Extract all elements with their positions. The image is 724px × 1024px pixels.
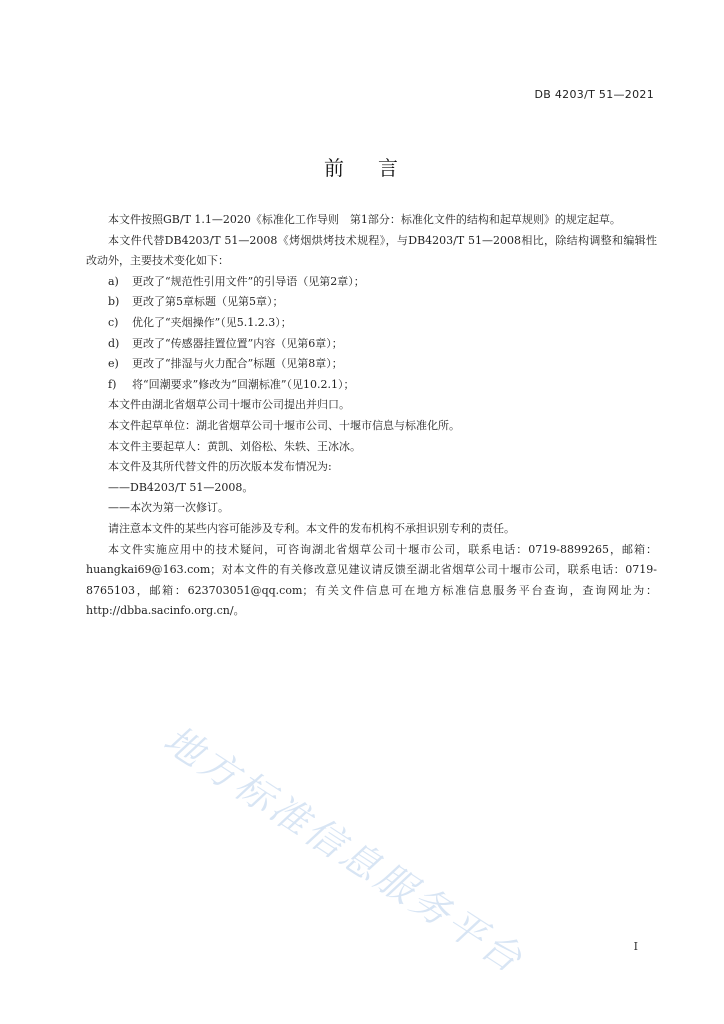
change-item <box>86 375 657 396</box>
title-char-right: 言 <box>378 156 400 180</box>
change-item-label: e) <box>108 357 119 371</box>
watermark: 地方标准信息服务平台 <box>156 716 533 983</box>
info-proposer: 本文件由湖北省烟草公司十堰市公司提出并归口。 <box>108 398 350 412</box>
change-item-label: d) <box>108 336 120 350</box>
change-item <box>86 334 657 355</box>
change-item-text: 更改了第5章标题（见第5章）； <box>132 295 284 309</box>
page-number: I <box>633 940 638 953</box>
history-item: ——DB4203/T 51—2008。 <box>108 480 254 494</box>
info-drafting-unit: 本文件起草单位：湖北省烟草公司十堰市公司、十堰市信息与标准化所。 <box>108 418 460 432</box>
info-version-history-intro: 本文件及其所代替文件的历次版本发布情况为: <box>108 460 332 474</box>
title-char-left: 前 <box>324 156 346 180</box>
change-item <box>86 313 657 334</box>
change-item-label: a) <box>108 274 119 288</box>
page-title <box>0 152 724 181</box>
change-item-text: 优化了“夹烟操作”（见5.1.2.3）； <box>132 315 292 329</box>
info-drafters: 本文件主要起草人：黄凯、刘俗松、朱轶、王冰冰。 <box>108 439 361 453</box>
paragraph-replacement: 本文件代替DB4203/T 51—2008《烤烟烘烤技术规程》，与DB4203/T 51—2008相比，除结构调整和编辑性改动外，主要技术变化如下： <box>86 233 657 268</box>
change-item-label: b) <box>108 295 120 309</box>
change-item-label: c) <box>108 315 119 329</box>
paragraph-drafting-rule: 本文件按照GB/T 1.1—2020《标准化工作导则 第1部分：标准化文件的结构和起草规则》的规定起草。 <box>108 213 621 226</box>
change-item-label: f) <box>108 377 117 391</box>
change-item-text: 将“回潮要求”修改为“回潮标准”（见10.2.1）； <box>132 377 355 391</box>
change-item <box>86 272 657 293</box>
standard-code: DB 4203/T 51—2021 <box>534 88 654 101</box>
change-item <box>86 292 657 313</box>
change-item-text: 更改了“规范性引用文件”的引导语（见第2章）； <box>132 274 365 288</box>
patent-notice: 请注意本文件的某些内容可能涉及专利。本文件的发布机构不承担识别专利的责任。 <box>108 521 515 535</box>
change-item <box>86 354 657 375</box>
change-item-text: 更改了“传感器挂置位置”内容（见第6章）； <box>132 336 343 350</box>
change-item-text: 更改了“排湿与火力配合”标题（见第8章）； <box>132 357 343 371</box>
contact-info: 本文件实施应用中的技术疑问，可咨询湖北省烟草公司十堰市公司，联系电话：0719-8899265，邮箱：huangkai69@163.com；对本文件的有关修改意见建议请反馈至湖北省烟草公司十堰市公司，联系电话：0719-8765103，邮箱：623703051@qq.com；有关文件信息可在地方标准信息服务平台查询，查询网址为：http://dbba.sacinfo.org.cn/。 <box>86 542 657 618</box>
history-item: ——本次为第一次修订。 <box>108 501 229 515</box>
foreword-body <box>86 210 657 622</box>
